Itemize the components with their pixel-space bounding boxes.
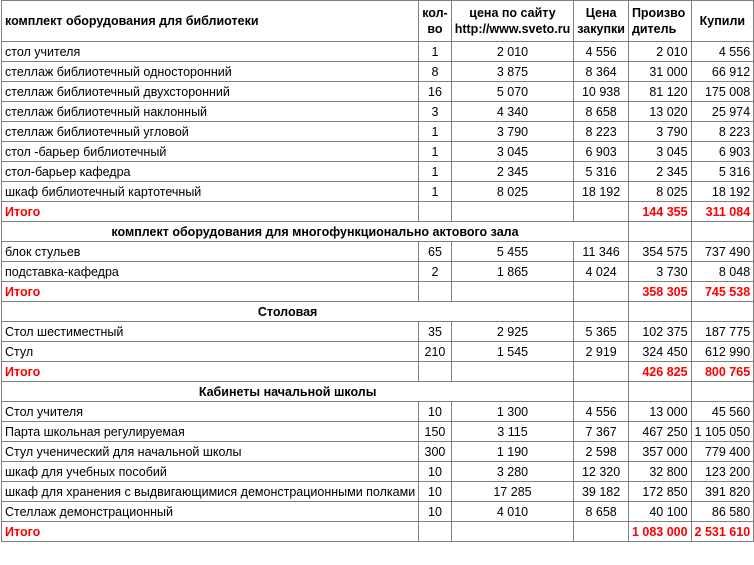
empty-cell[interactable] — [628, 222, 691, 242]
total-manufacturer-cell[interactable]: 144 355 — [628, 202, 691, 222]
site-price-cell[interactable]: 2 010 — [451, 42, 574, 62]
qty-cell[interactable]: 16 — [419, 82, 452, 102]
qty-cell[interactable]: 2 — [419, 262, 452, 282]
total-bought-cell[interactable]: 800 765 — [691, 362, 754, 382]
bought-cell[interactable]: 175 008 — [691, 82, 754, 102]
total-bought-cell[interactable]: 2 531 610 — [691, 522, 754, 542]
purchase-price-cell[interactable]: 39 182 — [574, 482, 629, 502]
site-price-cell[interactable]: 1 300 — [451, 402, 574, 422]
total-manufacturer-cell[interactable]: 1 083 000 — [628, 522, 691, 542]
table-row — [2, 422, 754, 442]
empty-cell[interactable] — [574, 302, 629, 322]
item-name-cell[interactable]: шкаф для хранения с выдвигающимися демонстрационными полками — [2, 482, 419, 502]
purchase-price-cell[interactable]: 4 556 — [574, 42, 629, 62]
table-row — [2, 122, 754, 142]
item-name-cell[interactable]: Парта школьная регулируемая — [2, 422, 419, 442]
manufacturer-cell[interactable]: 102 375 — [628, 322, 691, 342]
empty-cell[interactable] — [574, 522, 629, 542]
section-title-row — [2, 382, 754, 402]
empty-cell[interactable] — [574, 382, 629, 402]
empty-cell[interactable] — [419, 282, 452, 302]
site-price-cell[interactable]: 17 285 — [451, 482, 574, 502]
item-name-cell[interactable]: Стул — [2, 342, 419, 362]
purchase-price-cell[interactable]: 18 192 — [574, 182, 629, 202]
site-price-cell[interactable]: 5 455 — [451, 242, 574, 262]
purchase-price-cell[interactable]: 8 223 — [574, 122, 629, 142]
table-row — [2, 442, 754, 462]
empty-cell[interactable] — [419, 202, 452, 222]
site-price-cell[interactable]: 1 545 — [451, 342, 574, 362]
bought-cell[interactable]: 86 580 — [691, 502, 754, 522]
header-row — [2, 1, 754, 42]
table-row — [2, 142, 754, 162]
qty-cell[interactable]: 8 — [419, 62, 452, 82]
header-qty-cell[interactable]: кол-во — [419, 1, 452, 42]
manufacturer-cell[interactable]: 31 000 — [628, 62, 691, 82]
table-row — [2, 502, 754, 522]
purchase-price-cell[interactable]: 4 024 — [574, 262, 629, 282]
total-manufacturer-cell[interactable]: 426 825 — [628, 362, 691, 382]
manufacturer-cell[interactable]: 357 000 — [628, 442, 691, 462]
empty-cell[interactable] — [451, 202, 574, 222]
total-row — [2, 522, 754, 542]
table-row — [2, 62, 754, 82]
manufacturer-cell[interactable]: 467 250 — [628, 422, 691, 442]
empty-cell[interactable] — [419, 522, 452, 542]
empty-cell[interactable] — [628, 382, 691, 402]
manufacturer-cell[interactable]: 324 450 — [628, 342, 691, 362]
manufacturer-cell[interactable]: 172 850 — [628, 482, 691, 502]
bought-cell[interactable]: 45 560 — [691, 402, 754, 422]
header-purchase-price-cell[interactable]: Цена закупки — [574, 1, 629, 42]
table-row — [2, 402, 754, 422]
empty-cell[interactable] — [574, 282, 629, 302]
manufacturer-cell[interactable]: 3 045 — [628, 142, 691, 162]
bought-cell[interactable]: 25 974 — [691, 102, 754, 122]
qty-cell[interactable]: 3 — [419, 102, 452, 122]
bought-cell[interactable]: 123 200 — [691, 462, 754, 482]
bought-cell[interactable]: 391 820 — [691, 482, 754, 502]
header-site-price-cell[interactable]: цена по сайту http://www.sveto.ru — [451, 1, 574, 42]
qty-cell[interactable]: 150 — [419, 422, 452, 442]
qty-cell[interactable]: 65 — [419, 242, 452, 262]
total-bought-cell[interactable]: 311 084 — [691, 202, 754, 222]
qty-cell[interactable]: 10 — [419, 402, 452, 422]
total-label-cell[interactable]: Итого — [2, 282, 419, 302]
bought-cell[interactable]: 779 400 — [691, 442, 754, 462]
purchase-price-cell[interactable]: 12 320 — [574, 462, 629, 482]
bought-cell[interactable]: 1 105 050 — [691, 422, 754, 442]
empty-cell[interactable] — [691, 382, 754, 402]
section-title-row — [2, 302, 754, 322]
purchase-price-cell[interactable]: 11 346 — [574, 242, 629, 262]
manufacturer-cell[interactable]: 3 730 — [628, 262, 691, 282]
site-price-cell[interactable]: 3 790 — [451, 122, 574, 142]
site-price-cell[interactable]: 2 345 — [451, 162, 574, 182]
bought-cell[interactable]: 737 490 — [691, 242, 754, 262]
manufacturer-cell[interactable]: 13 000 — [628, 402, 691, 422]
item-name-cell[interactable]: стол -барьер библиотечный — [2, 142, 419, 162]
qty-cell[interactable]: 1 — [419, 162, 452, 182]
qty-cell[interactable]: 1 — [419, 182, 452, 202]
total-manufacturer-cell[interactable]: 358 305 — [628, 282, 691, 302]
section-title-primary[interactable]: Кабинеты начальной школы — [2, 382, 574, 402]
site-price-cell[interactable]: 3 115 — [451, 422, 574, 442]
section-title-canteen[interactable]: Столовая — [2, 302, 574, 322]
site-price-cell[interactable]: 8 025 — [451, 182, 574, 202]
table-row — [2, 162, 754, 182]
total-label-cell[interactable]: Итого — [2, 362, 419, 382]
purchase-price-cell[interactable]: 2 919 — [574, 342, 629, 362]
item-name-cell[interactable]: Стеллаж демонстрационный — [2, 502, 419, 522]
empty-cell[interactable] — [451, 362, 574, 382]
qty-cell[interactable]: 1 — [419, 122, 452, 142]
manufacturer-cell[interactable]: 32 800 — [628, 462, 691, 482]
total-row — [2, 202, 754, 222]
qty-cell[interactable]: 10 — [419, 462, 452, 482]
site-price-cell[interactable]: 3 875 — [451, 62, 574, 82]
item-name-cell[interactable]: стеллаж библиотечный угловой — [2, 122, 419, 142]
bought-cell[interactable]: 187 775 — [691, 322, 754, 342]
qty-cell[interactable]: 210 — [419, 342, 452, 362]
item-name-cell[interactable]: стеллаж библиотечный наклонный — [2, 102, 419, 122]
purchase-price-cell[interactable]: 5 316 — [574, 162, 629, 182]
item-name-cell[interactable]: блок стульев — [2, 242, 419, 262]
bought-cell[interactable]: 18 192 — [691, 182, 754, 202]
purchase-price-cell[interactable]: 4 556 — [574, 402, 629, 422]
item-name-cell[interactable]: шкаф библиотечный картотечный — [2, 182, 419, 202]
empty-cell[interactable] — [419, 362, 452, 382]
table-row — [2, 242, 754, 262]
total-row — [2, 282, 754, 302]
bought-cell[interactable]: 8 048 — [691, 262, 754, 282]
total-label-cell[interactable]: Итого — [2, 202, 419, 222]
purchase-price-cell[interactable]: 2 598 — [574, 442, 629, 462]
manufacturer-cell[interactable]: 2 345 — [628, 162, 691, 182]
item-name-cell[interactable]: Стол учителя — [2, 402, 419, 422]
table-row — [2, 82, 754, 102]
empty-cell[interactable] — [574, 362, 629, 382]
item-name-cell[interactable]: стол учителя — [2, 42, 419, 62]
equipment-spreadsheet — [1, 0, 754, 542]
site-price-cell[interactable]: 1 190 — [451, 442, 574, 462]
purchase-price-cell[interactable]: 7 367 — [574, 422, 629, 442]
item-name-cell[interactable]: шкаф для учебных пособий — [2, 462, 419, 482]
item-name-cell[interactable]: стол-барьер кафедра — [2, 162, 419, 182]
purchase-price-cell[interactable]: 10 938 — [574, 82, 629, 102]
manufacturer-cell[interactable]: 81 120 — [628, 82, 691, 102]
manufacturer-cell[interactable]: 354 575 — [628, 242, 691, 262]
header-manufacturer-cell[interactable]: Произво дитель — [628, 1, 691, 42]
section-title-row — [2, 222, 754, 242]
table-row — [2, 482, 754, 502]
item-name-cell[interactable]: стеллаж библиотечный двухсторонний — [2, 82, 419, 102]
empty-cell[interactable] — [628, 302, 691, 322]
empty-cell[interactable] — [691, 222, 754, 242]
total-row — [2, 362, 754, 382]
empty-cell[interactable] — [691, 302, 754, 322]
site-price-cell[interactable]: 3 045 — [451, 142, 574, 162]
bought-cell[interactable]: 4 556 — [691, 42, 754, 62]
total-label-cell[interactable]: Итого — [2, 522, 419, 542]
site-price-cell[interactable]: 4 340 — [451, 102, 574, 122]
bought-cell[interactable]: 5 316 — [691, 162, 754, 182]
site-price-cell[interactable]: 3 280 — [451, 462, 574, 482]
item-name-cell[interactable]: Стол шестиместный — [2, 322, 419, 342]
item-name-cell[interactable]: Стул ученический для начальной школы — [2, 442, 419, 462]
item-name-cell[interactable]: подставка-кафедра — [2, 262, 419, 282]
bought-cell[interactable]: 8 223 — [691, 122, 754, 142]
bought-cell[interactable]: 66 912 — [691, 62, 754, 82]
item-name-cell[interactable]: стеллаж библиотечный односторонний — [2, 62, 419, 82]
qty-cell[interactable]: 35 — [419, 322, 452, 342]
site-price-cell[interactable]: 2 925 — [451, 322, 574, 342]
qty-cell[interactable]: 10 — [419, 502, 452, 522]
manufacturer-cell[interactable]: 2 010 — [628, 42, 691, 62]
manufacturer-cell[interactable]: 40 100 — [628, 502, 691, 522]
table-row — [2, 42, 754, 62]
table-row — [2, 102, 754, 122]
manufacturer-cell[interactable]: 8 025 — [628, 182, 691, 202]
table-row — [2, 182, 754, 202]
bought-cell[interactable]: 6 903 — [691, 142, 754, 162]
empty-cell[interactable] — [574, 202, 629, 222]
site-price-cell[interactable]: 4 010 — [451, 502, 574, 522]
site-price-cell[interactable]: 1 865 — [451, 262, 574, 282]
table-row — [2, 342, 754, 362]
manufacturer-cell[interactable]: 13 020 — [628, 102, 691, 122]
purchase-price-cell[interactable]: 8 658 — [574, 102, 629, 122]
qty-cell[interactable]: 1 — [419, 142, 452, 162]
table-row — [2, 462, 754, 482]
purchase-price-cell[interactable]: 8 364 — [574, 62, 629, 82]
total-bought-cell[interactable]: 745 538 — [691, 282, 754, 302]
header-bought-cell[interactable]: Купили — [691, 1, 754, 42]
header-name-cell[interactable]: комплект оборудования для библиотеки — [2, 1, 419, 42]
qty-cell[interactable]: 10 — [419, 482, 452, 502]
table-row — [2, 322, 754, 342]
qty-cell[interactable]: 300 — [419, 442, 452, 462]
manufacturer-cell[interactable]: 3 790 — [628, 122, 691, 142]
site-price-cell[interactable]: 5 070 — [451, 82, 574, 102]
section-title-hall[interactable]: комплект оборудования для многофункционально актового зала — [2, 222, 629, 242]
purchase-price-cell[interactable]: 6 903 — [574, 142, 629, 162]
purchase-price-cell[interactable]: 8 658 — [574, 502, 629, 522]
bought-cell[interactable]: 612 990 — [691, 342, 754, 362]
empty-cell[interactable] — [451, 522, 574, 542]
purchase-price-cell[interactable]: 5 365 — [574, 322, 629, 342]
table-row — [2, 262, 754, 282]
empty-cell[interactable] — [451, 282, 574, 302]
qty-cell[interactable]: 1 — [419, 42, 452, 62]
